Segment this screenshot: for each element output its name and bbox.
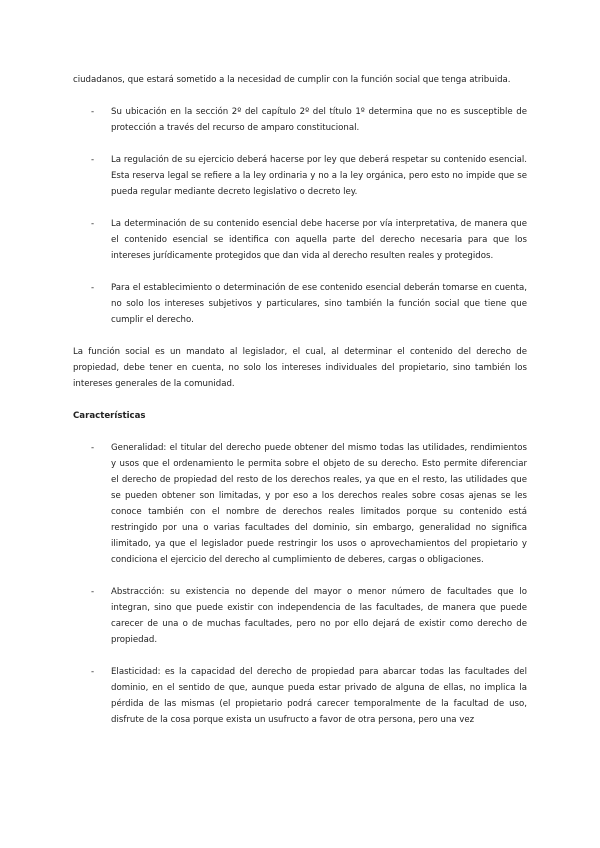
bullet-marker: - bbox=[91, 107, 95, 117]
continuation-paragraph: ciudadanos, que estará sometido a la necesidad de cumplir con la función social que tenga atribuida. bbox=[73, 75, 511, 85]
bullet-marker: - bbox=[91, 443, 95, 453]
list-item bbox=[73, 664, 527, 728]
list-item-text: La determinación de su contenido esencial debe hacerse por vía interpretativa, de manera que el contenido esencial se identifica con aquella parte del derecho necesaria para que los intereses jurídicamente protegidos que dan vida al derecho resulten reales y protegidos. bbox=[111, 219, 527, 261]
list-item-text: Para el establecimiento o determinación de ese contenido esencial deberán tomarse en cuenta, no solo los intereses subjetivos y particulares, sino también la función social que tiene que cumplir el derecho. bbox=[111, 283, 527, 325]
list-item-text: Elasticidad: es la capacidad del derecho de propiedad para abarcar todas las facultades del dominio, en el sentido de que, aunque pueda estar privado de alguna de ellas, no implica la pérdida de las mismas (el propietario podrá carecer temporalmente de la facultad de uso, disfrute de la cosa porque exista un usufructo a favor de otra persona, pero una vez bbox=[111, 667, 527, 725]
bullet-marker: - bbox=[91, 155, 95, 165]
bullet-marker: - bbox=[91, 667, 95, 677]
list-item bbox=[73, 104, 527, 136]
list-item-text: Generalidad: el titular del derecho puede obtener del mismo todas las utilidades, rendimientos y usos que el ordenamiento le permita sobre el objeto de su derecho. Esto permite diferenciar el derecho de propiedad del resto de los derechos reales, ya que en el resto, las utilidades que se pueden obtener son limitadas, y por eso a los derechos reales sobre cosas ajenas se les conoce también con el nombre de derechos reales limitados porque su contenido está restringido por una o varias facultades del dominio, sin embargo, generalidad no significa ilimitado, ya que el legislador puede restringir los usos o aprovechamientos del propietario y condiciona el ejercicio del derecho al cumplimiento de deberes, cargas o obligaciones. bbox=[111, 443, 527, 565]
list-item bbox=[73, 584, 527, 648]
bullet-marker: - bbox=[91, 283, 95, 293]
list-item-text: La regulación de su ejercicio deberá hacerse por ley que deberá respetar su contenido esencial. Esta reserva legal se refiere a la ley ordinaria y no a la ley orgánica, pero esto no impide que se pueda regular mediante decreto legislativo o decreto ley. bbox=[111, 155, 527, 197]
section-heading: Características bbox=[73, 411, 146, 421]
list-item-text: Abstracción: su existencia no depende del mayor o menor número de facultades que lo integran, sino que puede existir con independencia de las facultades, de manera que puede carecer de una o de muchas facultades, pero no por ello dejará de existir como derecho de propiedad. bbox=[111, 587, 527, 645]
bullet-marker: - bbox=[91, 587, 95, 597]
list-item bbox=[73, 216, 527, 264]
list-item bbox=[73, 280, 527, 328]
function-social-paragraph: La función social es un mandato al legislador, el cual, al determinar el contenido del derecho de propiedad, debe tener en cuenta, no solo los intereses individuales del propietario, sino también los intereses generales de la comunidad. bbox=[73, 347, 527, 389]
list-item bbox=[73, 152, 527, 200]
bullet-marker: - bbox=[91, 219, 95, 229]
list-item bbox=[73, 440, 527, 568]
list-item-text: Su ubicación en la sección 2º del capítulo 2º del título 1º determina que no es susceptible de protección a través del recurso de amparo constitucional. bbox=[111, 107, 527, 133]
